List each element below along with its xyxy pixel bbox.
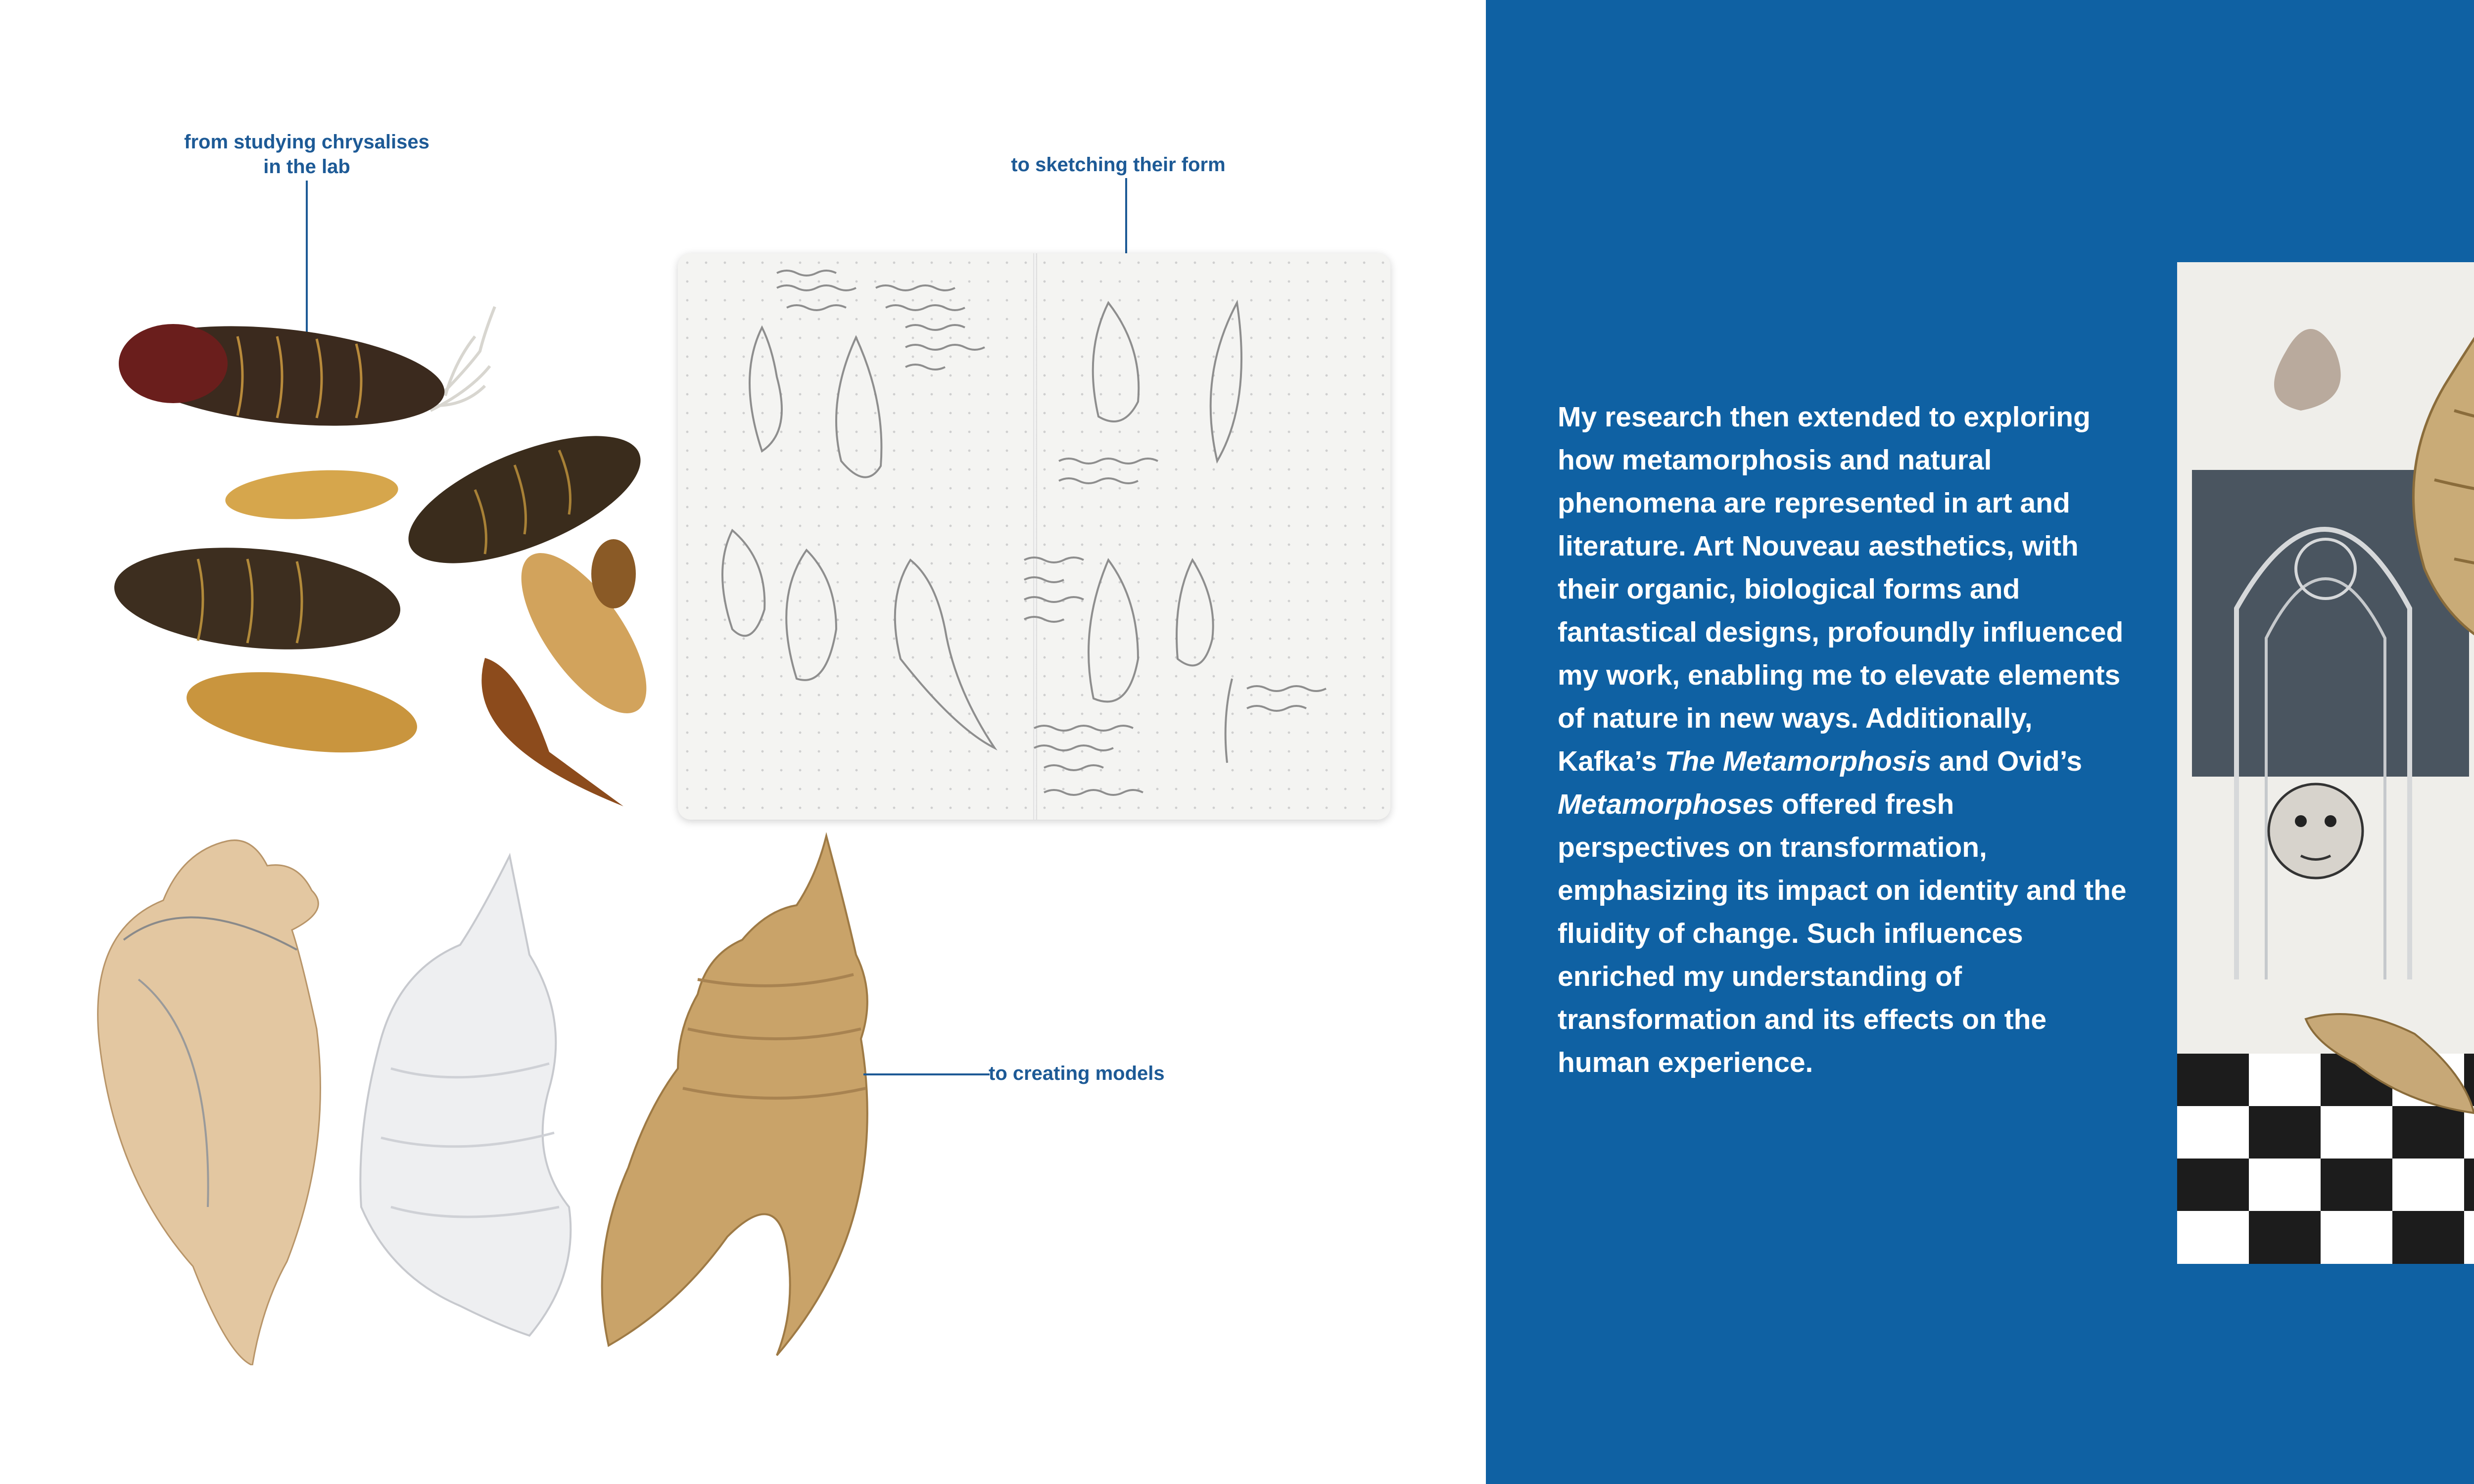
text-segment-1: My research then extended to exploring how metamorphosis and natural phenomena are represented in art and literature. Art Nouveau aesthetics, with their organic, biological forms and fantastical designs, profoundly influenced my work, enabling me to elevate elements of nature in new ways. Additionally, Kafka’s	[1558, 401, 2124, 777]
label-studying-line2: in the lab	[263, 156, 350, 178]
sketch-pupa-9	[1177, 560, 1213, 665]
amber-chrysalis-1	[224, 465, 400, 524]
dark-chrysalis-3	[110, 537, 404, 660]
concept-collage	[2177, 262, 2474, 1264]
sketch-pupa-1	[750, 327, 782, 451]
chrysalis-models-photo	[84, 831, 876, 1365]
sketch-pupa-2	[836, 337, 881, 477]
amber-chrysalis-2	[182, 659, 422, 765]
label-creating-models: to creating models	[989, 1063, 1165, 1084]
sketchbook-drawings	[678, 253, 1390, 820]
sketch-pupa-7	[1211, 303, 1241, 461]
collage-artwork	[2177, 262, 2474, 1264]
label-studying-chrysalises	[168, 130, 445, 179]
text-segment-3: and Ovid’s	[1931, 745, 2083, 777]
title-metamorphoses: Metamorphoses	[1558, 788, 1774, 820]
paragraph	[1558, 396, 2127, 1084]
white-paper-model	[360, 856, 571, 1336]
label-studying-line1: from studying chrysalises	[184, 131, 429, 153]
collage-mask-face	[2269, 784, 2363, 878]
leader-line-models	[863, 1073, 990, 1075]
text-segment-5: offered fresh perspectives on transformation, emphasizing its impact on identity and the fluidity of change. Such influences enriched my understanding of transformation and its effects on the human experience.	[1558, 788, 2127, 1078]
sketch-pupa-4	[786, 550, 836, 680]
label-sketching-form: to sketching their form	[1011, 154, 1226, 176]
sketch-pupa-5	[895, 560, 995, 748]
title-the-metamorphosis: The Metamorphosis	[1665, 745, 1931, 777]
body-paragraph	[1558, 396, 2127, 1084]
sketch-pupa-6	[1093, 303, 1139, 421]
chrysalis-specimens-photo	[89, 277, 673, 811]
sketch-pupa-3	[722, 530, 764, 636]
sketch-pupa-8	[1089, 560, 1138, 701]
sketch-pupa-10	[1226, 679, 1232, 763]
